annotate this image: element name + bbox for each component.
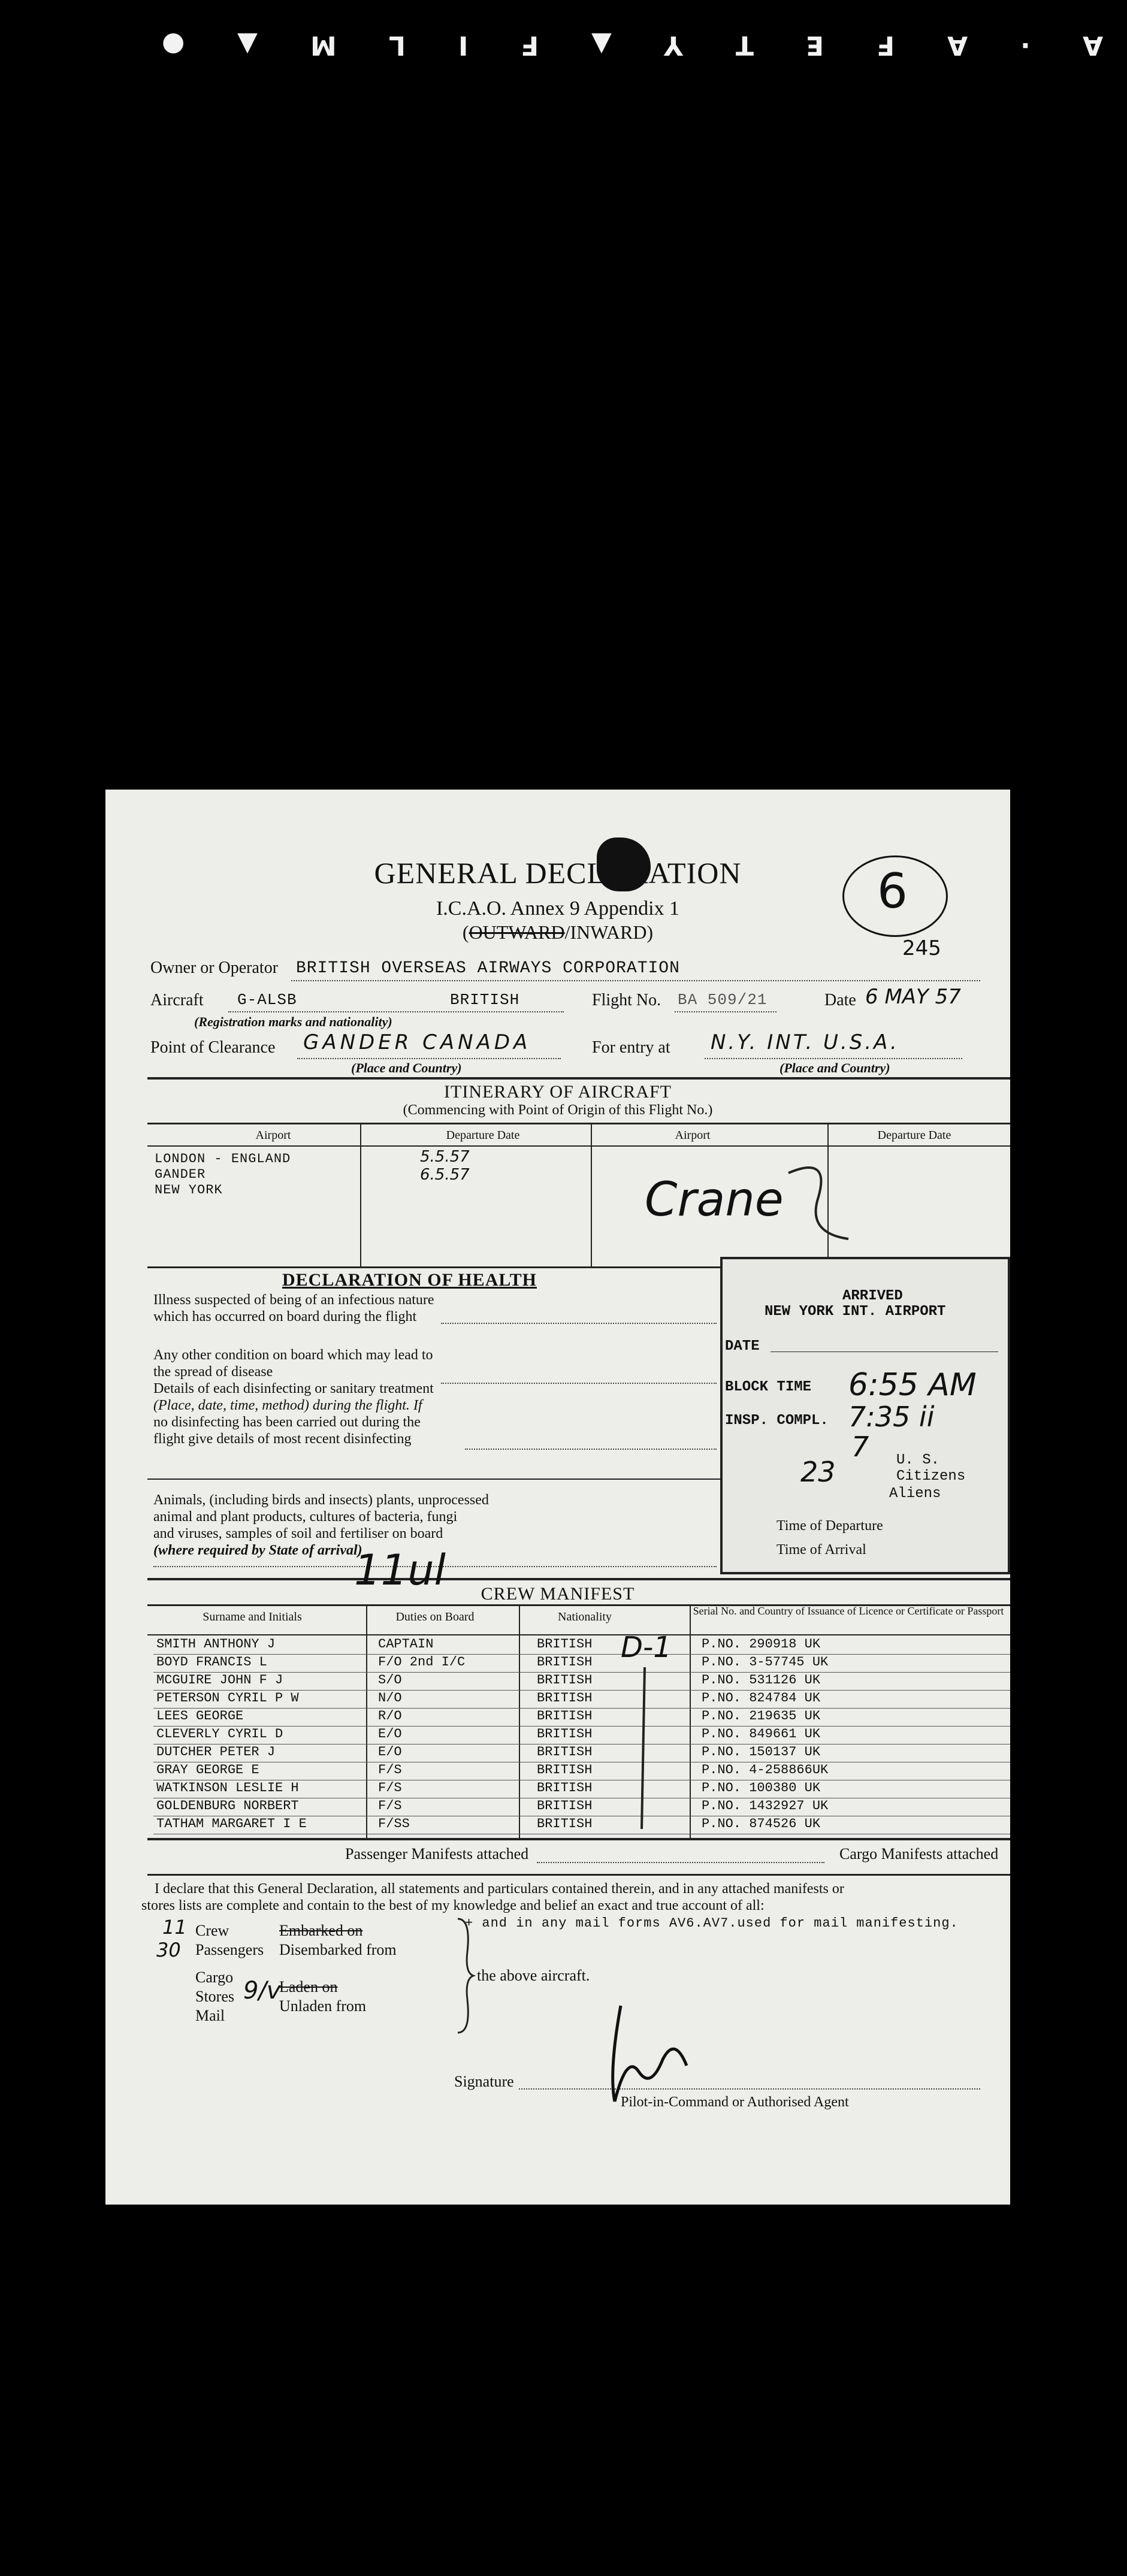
- film-strip-char: A: [1082, 29, 1103, 61]
- rule: [147, 1874, 1010, 1876]
- itinerary-airport-3: NEW YORK: [155, 1183, 223, 1198]
- owner-value: BRITISH OVERSEAS AIRWAYS CORPORATION: [296, 959, 680, 978]
- crew-nationality: BRITISH: [537, 1780, 593, 1795]
- itinerary-title: ITINERARY OF AIRCRAFT: [444, 1082, 672, 1102]
- crew-name: WATKINSON LESLIE H: [156, 1780, 299, 1795]
- health-q2-line: the spread of disease: [153, 1364, 273, 1380]
- film-strip-char: ●: [162, 29, 185, 61]
- itinerary-col-date-2: Departure Date: [877, 1129, 951, 1142]
- crew-nationality: BRITISH: [537, 1637, 593, 1652]
- signature-underline: [519, 2088, 980, 2090]
- film-strip-char: F: [520, 29, 539, 61]
- crew-table-row: [153, 1744, 1010, 1762]
- crew-col-name: Surname and Initials: [203, 1610, 302, 1623]
- mail-label: Mail: [195, 2007, 225, 2024]
- embarked-label: Embarked on: [279, 1922, 363, 1939]
- crew-table-row: [153, 1727, 1010, 1744]
- clearance-value: GANDER CANADA: [303, 1030, 531, 1054]
- health-q3-line: (where required by State of arrival): [153, 1543, 362, 1558]
- general-declaration-document: [105, 790, 1010, 2205]
- health-q3-line: Animals, (including birds and insects) plants, unprocessed: [153, 1492, 489, 1508]
- crew-duty: F/S: [378, 1780, 402, 1795]
- entry-label: For entry at: [592, 1038, 670, 1057]
- disembarked-label: Disembarked from: [279, 1941, 397, 1958]
- cargo-label: Cargo: [195, 1969, 234, 1986]
- date-value: 6 MAY 57: [865, 985, 961, 1009]
- stamp-us-citizens-value: 7: [851, 1431, 869, 1463]
- film-strip-char: I: [458, 29, 469, 61]
- rule: [147, 1838, 1010, 1840]
- signature-label: Signature: [454, 2073, 514, 2090]
- health-q2-underline: [441, 1383, 717, 1384]
- crew-name: TATHAM MARGARET I E: [156, 1816, 307, 1831]
- passengers-count: 30: [156, 1939, 181, 1961]
- stamp-block-time-value: 6:55 AM: [848, 1367, 977, 1403]
- crew-nationality: BRITISH: [537, 1673, 593, 1688]
- pilot-signature: [597, 2000, 693, 2108]
- passenger-manifests-label: Passenger Manifests attached: [345, 1845, 529, 1863]
- rule: [147, 1634, 1010, 1635]
- owner-underline: [291, 980, 980, 981]
- crew-handwritten-d1: D-1: [621, 1631, 672, 1664]
- direction-line: (OUTWARD/INWARD): [462, 921, 654, 943]
- rule: [147, 1578, 1010, 1580]
- crew-name: GRAY GEORGE E: [156, 1762, 259, 1777]
- crew-name: MCGUIRE JOHN F J: [156, 1673, 283, 1688]
- film-strip-char: A: [947, 29, 968, 61]
- health-q3-line: animal and plant products, cultures of bacteria, fungi: [153, 1509, 458, 1525]
- crew-table-row: [153, 1780, 1010, 1798]
- crew-bracket-mark: [633, 1664, 657, 1832]
- film-strip-char: ▲: [237, 29, 258, 61]
- crew-col-serial: Serial No. and Country of Issuance of Licence or Certificate or Passport: [693, 1605, 1004, 1617]
- crew-duty: CAPTAIN: [378, 1637, 434, 1652]
- health-q1-line: Illness suspected of being of an infectious nature: [153, 1292, 434, 1308]
- film-strip-char: M: [310, 29, 337, 61]
- crew-name: CLEVERLY CYRIL D: [156, 1727, 283, 1741]
- crew-table-row: [153, 1816, 1010, 1834]
- declaration-typed-addition: + and in any mail forms AV6.AV7.used for mail manifesting.: [465, 1916, 959, 1931]
- film-strip-char: Y: [664, 29, 683, 61]
- itinerary-col-date-1: Departure Date: [446, 1129, 520, 1142]
- rule: [147, 1123, 1010, 1124]
- crew-name: BOYD FRANCIS L: [156, 1655, 267, 1670]
- crew-duty: F/S: [378, 1762, 402, 1777]
- health-q1-underline: [441, 1323, 717, 1324]
- crew-duty: R/O: [378, 1709, 402, 1724]
- col-divider: [360, 1123, 361, 1266]
- itinerary-col-airport-2: Airport: [675, 1129, 711, 1142]
- flight-underline: [675, 1011, 776, 1012]
- direction-outward: OUTWARD: [469, 921, 565, 943]
- crew-serial: P.NO. 4-258866UK: [702, 1762, 829, 1777]
- crew-nationality: BRITISH: [537, 1798, 593, 1813]
- aircraft-underline: [228, 1011, 564, 1012]
- crew-duty: F/O 2nd I/C: [378, 1655, 466, 1670]
- crew-serial: P.NO. 531126 UK: [702, 1673, 821, 1688]
- crew-serial: P.NO. 849661 UK: [702, 1727, 821, 1741]
- health-q2: [153, 1347, 434, 1447]
- laden-label: Laden on: [279, 1978, 338, 1996]
- pilot-label: Pilot-in-Command or Authorised Agent: [621, 2094, 849, 2110]
- rule: [147, 1266, 723, 1268]
- health-q1: [153, 1292, 434, 1325]
- stamp-arrival-label: Time of Arrival: [776, 1542, 866, 1558]
- document-subtitle: I.C.A.O. Annex 9 Appendix 1: [436, 897, 680, 920]
- flight-value: BA 509/21: [678, 991, 768, 1009]
- above-aircraft-label: the above aircraft.: [477, 1967, 590, 1984]
- cargo-handwritten-mark: 9/v: [243, 1977, 281, 2004]
- aircraft-note: (Registration marks and nationality): [194, 1014, 392, 1029]
- health-q2-underline: [465, 1449, 717, 1450]
- flight-label: Flight No.: [592, 991, 661, 1009]
- entry-note: (Place and Country): [779, 1060, 890, 1075]
- microfilm-header-strip: [0, 0, 1127, 90]
- crew-manifest-title: CREW MANIFEST: [481, 1584, 635, 1604]
- crew-serial: P.NO. 1432927 UK: [702, 1798, 829, 1813]
- rule: [147, 1145, 1010, 1147]
- date-label: Date: [824, 991, 856, 1009]
- crew-table-row: [153, 1637, 1010, 1655]
- clearance-label: Point of Clearance: [150, 1038, 276, 1057]
- declaration-line-1: I declare that this General Declaration, all statements and particulars contained therein, and in any attached manifests or: [155, 1881, 844, 1897]
- crew-table-row: [153, 1673, 1010, 1691]
- rule: [147, 1479, 723, 1480]
- crew-nationality: BRITISH: [537, 1727, 593, 1741]
- manifests-underline: [537, 1862, 824, 1863]
- stamp-departure-label: Time of Departure: [776, 1518, 883, 1534]
- unladen-label: Unladen from: [279, 1997, 367, 2015]
- crew-nationality: BRITISH: [537, 1816, 593, 1831]
- crew-count: 11: [162, 1916, 187, 1939]
- crew-col-nationality: Nationality: [558, 1610, 612, 1623]
- crew-table-row: [153, 1762, 1010, 1780]
- crew-table-row: [153, 1655, 1010, 1673]
- document-title: GENERAL DECLARATION: [374, 856, 742, 890]
- itinerary-date-1: 5.5.57: [420, 1148, 470, 1166]
- crew-name: DUTCHER PETER J: [156, 1744, 276, 1759]
- crew-nationality: BRITISH: [537, 1762, 593, 1777]
- itinerary-date-2: 6.5.57: [420, 1166, 470, 1184]
- itinerary-airport-2: GANDER: [155, 1167, 206, 1182]
- direction-inward: /INWARD: [564, 921, 647, 943]
- crew-col-duties: Duties on Board: [395, 1610, 475, 1623]
- passengers-count-label: Passengers: [195, 1941, 264, 1958]
- crew-name: GOLDENBURG NORBERT: [156, 1798, 299, 1813]
- crew-table-row: [153, 1709, 1010, 1727]
- health-q2-line: flight give details of most recent disinfecting: [153, 1431, 412, 1447]
- aircraft-label: Aircraft: [150, 991, 204, 1009]
- crew-duty: N/O: [378, 1691, 402, 1706]
- health-q2-line: Any other condition on board which may lead to: [153, 1347, 433, 1363]
- crew-duty: E/O: [378, 1727, 402, 1741]
- stamp-aliens-label: Aliens: [889, 1486, 941, 1502]
- crew-serial: P.NO. 219635 UK: [702, 1709, 821, 1724]
- crew-table-row: [153, 1798, 1010, 1816]
- clearance-underline: [297, 1058, 561, 1059]
- health-q1-line: which has occurred on board during the flight: [153, 1309, 417, 1325]
- health-q2-line: Details of each disinfecting or sanitary treatment: [153, 1381, 434, 1396]
- aircraft-registration: G-ALSB: [237, 991, 297, 1009]
- page-number: 245: [902, 936, 941, 960]
- clearance-note: (Place and Country): [351, 1060, 462, 1075]
- cargo-manifests-label: Cargo Manifests attached: [839, 1845, 999, 1863]
- owner-label: Owner or Operator: [150, 959, 279, 977]
- footer-brace: [453, 1916, 477, 2036]
- crew-nationality: BRITISH: [537, 1655, 593, 1670]
- crew-table-row: [153, 1691, 1010, 1709]
- signature-flourish: [782, 1149, 854, 1245]
- crew-nationality: BRITISH: [537, 1744, 593, 1759]
- crew-duty: F/S: [378, 1798, 402, 1813]
- itinerary-subtitle: (Commencing with Point of Origin of this Flight No.): [403, 1102, 713, 1118]
- stamp-block-time-label: BLOCK TIME: [725, 1379, 812, 1395]
- stamp-heading-arrived: ARRIVED: [842, 1288, 903, 1304]
- health-q2-line: no disinfecting has been carried out during the: [153, 1414, 421, 1430]
- entry-underline: [705, 1058, 962, 1059]
- crew-name: LEES GEORGE: [156, 1709, 244, 1724]
- crew-nationality: BRITISH: [537, 1709, 593, 1724]
- crew-serial: P.NO. 874526 UK: [702, 1816, 821, 1831]
- itinerary-airport-1: LONDON - ENGLAND: [155, 1151, 291, 1166]
- arrival-stamp: [720, 1257, 1010, 1574]
- stamp-us-citizens-label: U. S. Citizens: [896, 1452, 966, 1484]
- stamp-date-label: DATE: [725, 1338, 760, 1354]
- film-strip-char: E: [806, 29, 824, 61]
- crew-nationality: BRITISH: [537, 1691, 593, 1706]
- circled-number: [842, 855, 948, 937]
- aircraft-nationality: BRITISH: [450, 991, 520, 1009]
- stamp-heading-airport: NEW YORK INT. AIRPORT: [765, 1304, 946, 1320]
- declaration-line-2: stores lists are complete and contain to the best of my knowledge and belief an exact and true account of all:: [141, 1898, 765, 1913]
- film-strip-char: ▲: [591, 29, 612, 61]
- crew-count-label: Crew: [195, 1922, 229, 1939]
- crew-duty: F/SS: [378, 1816, 410, 1831]
- crew-handwritten-mark: 11ul: [354, 1546, 446, 1595]
- crew-name: SMITH ANTHONY J: [156, 1637, 276, 1652]
- crew-duty: S/O: [378, 1673, 402, 1688]
- crew-serial: P.NO. 824784 UK: [702, 1691, 821, 1706]
- itinerary-col-airport-1: Airport: [255, 1129, 291, 1142]
- crew-name: PETERSON CYRIL P W: [156, 1691, 299, 1706]
- film-strip-char: F: [877, 29, 895, 61]
- col-divider: [591, 1123, 592, 1266]
- itinerary-signature: Crane: [645, 1173, 784, 1227]
- stamp-aliens-value: 23: [800, 1456, 836, 1488]
- entry-value: N.Y. INT. U.S.A.: [711, 1030, 899, 1054]
- rule: [147, 1077, 1010, 1080]
- health-q3-line: and viruses, samples of soil and fertiliser on board: [153, 1526, 443, 1541]
- health-q2-line: (Place, date, time, method) during the flight. If: [153, 1398, 422, 1413]
- circled-number-text: 6: [877, 863, 908, 919]
- film-strip-char: T: [735, 29, 754, 61]
- crew-duty: E/O: [378, 1744, 402, 1759]
- stamp-insp-label: INSP. COMPL.: [725, 1413, 829, 1429]
- crew-serial: P.NO. 290918 UK: [702, 1637, 821, 1652]
- crew-serial: P.NO. 100380 UK: [702, 1780, 821, 1795]
- health-title: DECLARATION OF HEALTH: [282, 1270, 537, 1290]
- film-strip-char: L: [389, 29, 406, 61]
- crew-serial: P.NO. 3-57745 UK: [702, 1655, 829, 1670]
- stamp-insp-value: 7:35 ii: [848, 1401, 935, 1433]
- crew-serial: P.NO. 150137 UK: [702, 1744, 821, 1759]
- film-strip-char: ·: [1020, 29, 1031, 61]
- stores-label: Stores: [195, 1988, 234, 2005]
